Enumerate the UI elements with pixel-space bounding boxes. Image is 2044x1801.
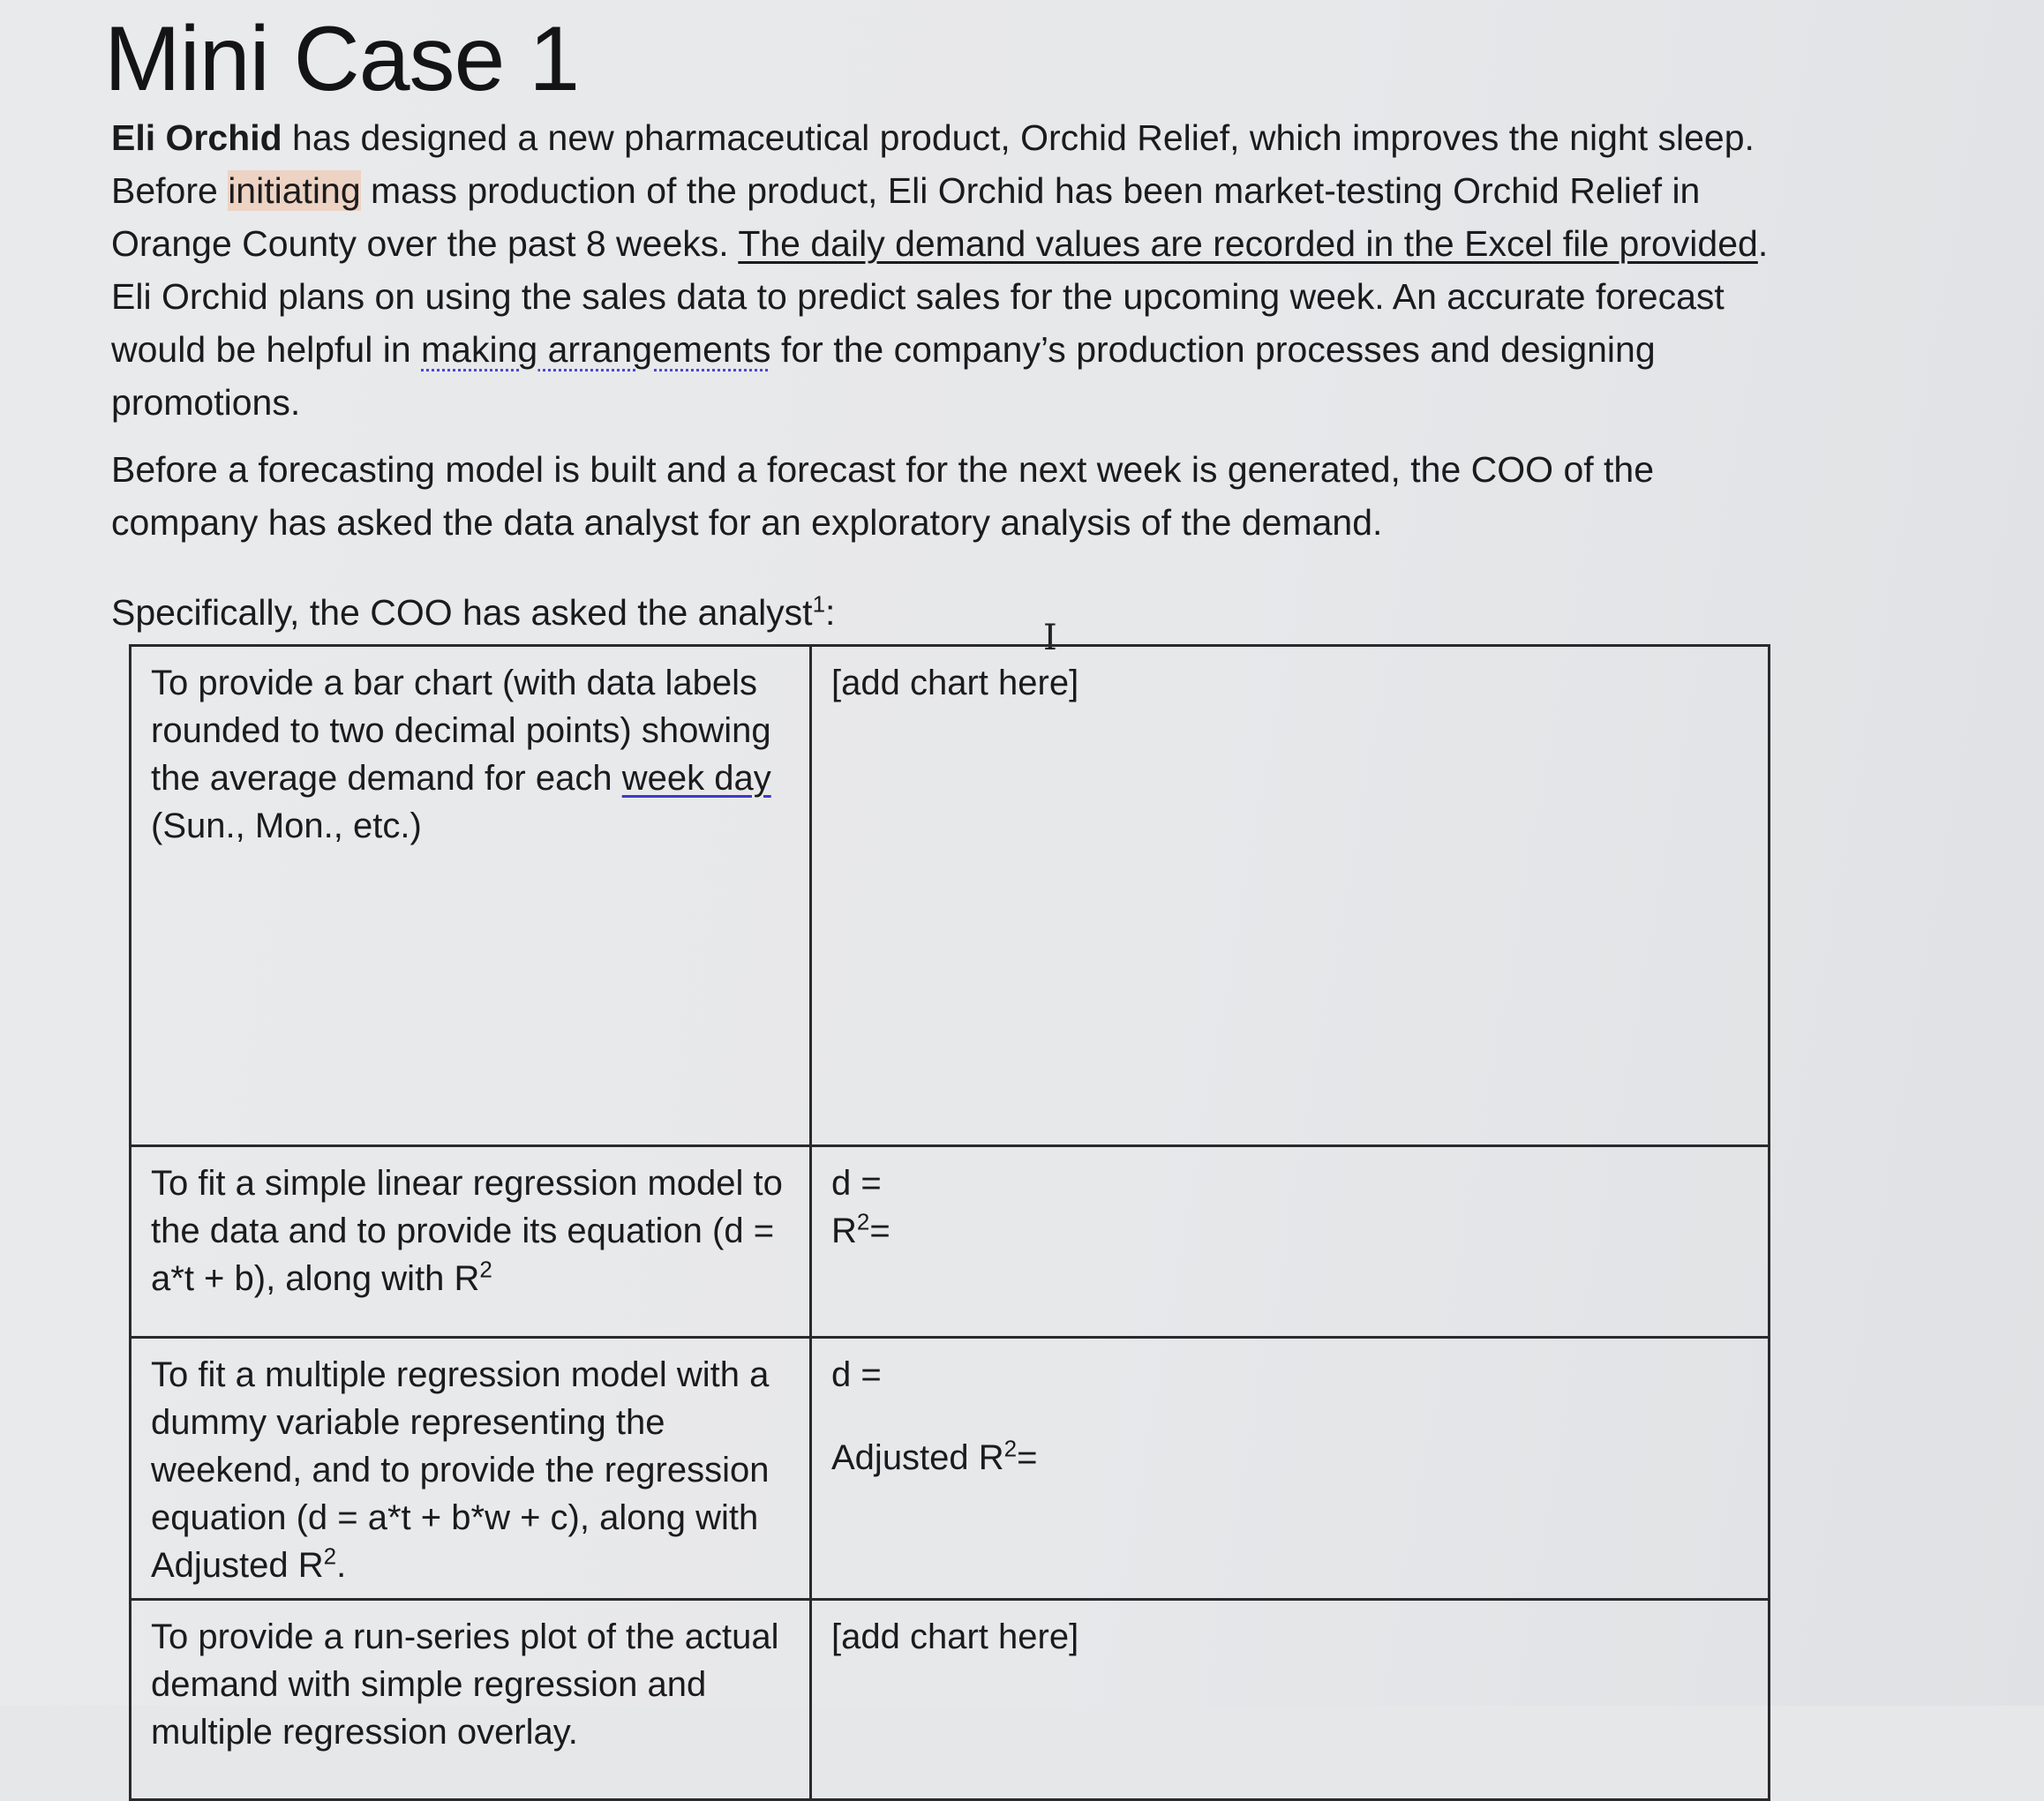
chart-placeholder: [add chart here] xyxy=(831,664,1079,702)
spell-flagged-phrase[interactable]: week day xyxy=(621,759,771,798)
footnote-marker[interactable]: 1 xyxy=(812,590,826,618)
table-row xyxy=(131,1600,1770,1800)
specifically-line xyxy=(111,586,1788,639)
highlighted-word: initiating xyxy=(228,170,361,211)
task-cell[interactable] xyxy=(131,1600,811,1800)
r-label: R xyxy=(831,1212,857,1250)
task-text: To provide a bar chart (with data labels rounded to two decimal points) showing the average demand for each xyxy=(151,664,771,798)
adjusted-r-squared-field xyxy=(831,1434,1748,1482)
task-text-end: . xyxy=(336,1546,347,1585)
text-cursor-icon: I xyxy=(1043,618,1057,658)
task-text: To fit a simple linear regression model to the data and to provide its equation (d = a*t + b), along with R xyxy=(151,1164,783,1298)
response-cell[interactable] xyxy=(811,1600,1770,1800)
equals-sign: = xyxy=(1017,1438,1038,1477)
table-row xyxy=(131,646,1770,1146)
coo-paragraph: Before a forecasting model is built and a forecast for the next week is generated, the COO of the company has asked the data analyst for an exploratory analysis of the demand. xyxy=(111,449,1655,543)
response-cell[interactable] xyxy=(811,1146,1770,1338)
task-cell[interactable] xyxy=(131,646,811,1146)
superscript: 2 xyxy=(479,1256,492,1283)
company-name: Eli Orchid xyxy=(111,117,282,158)
task-text-end: (Sun., Mon., etc.) xyxy=(151,807,422,845)
superscript: 2 xyxy=(1003,1435,1018,1462)
specifically-colon: : xyxy=(825,592,836,633)
superscript: 2 xyxy=(856,1208,870,1235)
equation-field: d = xyxy=(831,1164,882,1203)
adj-label: Adjusted R xyxy=(831,1438,1004,1477)
equals-sign: = xyxy=(869,1212,890,1250)
task-cell[interactable] xyxy=(131,1338,811,1600)
intro-text-d: for the company’s production processes and designing promotions. xyxy=(111,329,1656,423)
task-text: To provide a run-series plot of the actual demand with simple regression and multiple regression overlay. xyxy=(151,1617,779,1752)
specifically-text: Specifically, the COO has asked the analyst xyxy=(111,592,813,633)
r-squared-field xyxy=(831,1207,1748,1255)
task-table xyxy=(129,644,1770,1801)
page-title: Mini Case 1 xyxy=(104,8,580,110)
response-cell[interactable] xyxy=(811,1338,1770,1600)
table-row xyxy=(131,1338,1770,1600)
task-text: To fit a multiple regression model with a dummy variable representing the weekend, and to provide the regression equation (d = a*t + b*w + c), along with Adjusted R xyxy=(151,1355,770,1585)
intro-text-c: . Eli Orchid plans on using the sales data to predict sales for the upcoming week. An accurate forecast would be helpful in xyxy=(111,223,1769,370)
table-row xyxy=(131,1146,1770,1338)
underlined-sentence: The daily demand values are recorded in the Excel file provided xyxy=(738,223,1758,264)
intro-text-b: mass production of the product, Eli Orchid has been market-testing Orchid Relief in Orange County over the past 8 weeks. xyxy=(111,170,1701,264)
response-cell[interactable] xyxy=(811,646,1770,1146)
superscript: 2 xyxy=(323,1542,337,1570)
chart-placeholder: [add chart here] xyxy=(831,1617,1079,1656)
equation-field: d = xyxy=(831,1355,882,1394)
intro-text-a: has designed a new pharmaceutical product, Orchid Relief, which improves the night sleep. Before xyxy=(111,117,1755,211)
intro-paragraph xyxy=(111,111,1788,429)
grammar-flagged-phrase[interactable]: making arrangements xyxy=(421,329,771,370)
task-cell[interactable] xyxy=(131,1146,811,1338)
